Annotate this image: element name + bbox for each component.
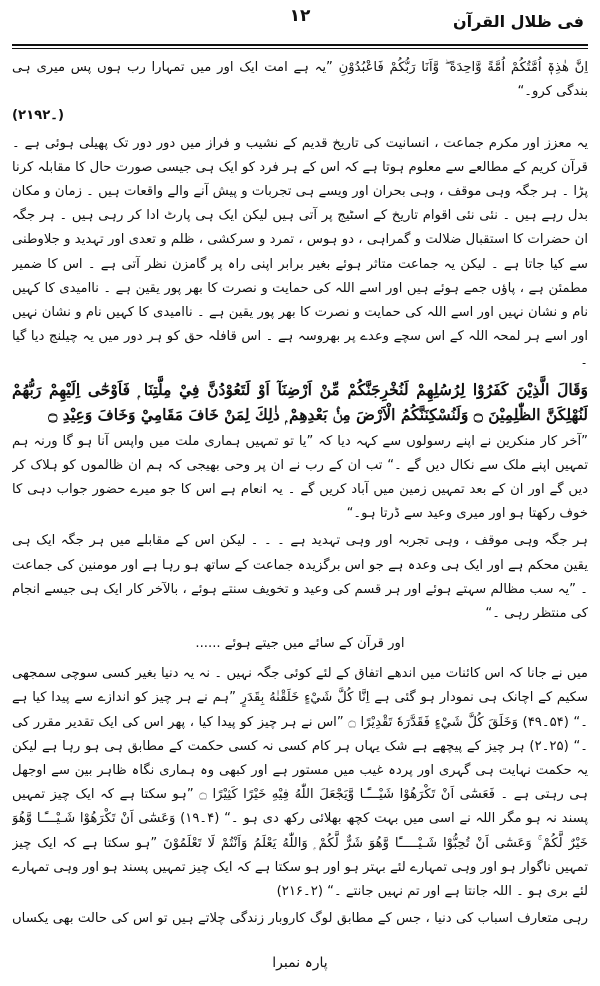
header-rule-thick — [12, 44, 588, 46]
paragraph-commentary-3: میں نے جانا کہ اس کائنات میں اندھے اتفاق کے لئے کوئی جگہ نہیں ۔ نہ یہ دنیا بغیر کسی سوچی سمجھی سکیم کے اچانک ہی نمودار ہو گئی ہے اِنَّا كُلَّ شَيْءٍ خَلَقْنٰهُ بِقَدَرٍ ”ہم نے ہر چیز کو اندازے سے پیدا کیا ہے ۔“ (۵۴۔۴۹) وَخَلَقَ كُلَّ شَيْءٍ فَقَدَّرَهٗ تَقْدِيْرًا ۝ ”اس نے ہر چیز کو پیدا کیا ، پھر اس کی ایک تقدیر مقرر کی ۔“ (۲۵۔۲) ہر چیز کے پیچھے ہے شک یہاں ہر کام کسی نہ کسی حکمت کے مطابق ہی ہو رہا ہے لیکن یہ حکمت نہایت ہی گہری اور پردہ غیب میں مستور ہے اور کبھی وہ ہماری نگاہ ظاہر بین سے اوجھل ہی رہتی ہے ۔ فَعَسٰٓى اَنْ تَكْرَهُوْا شَيْـــًٔـا وَّيَجْعَلَ اللّٰهُ فِيْهِ خَيْرًا كَثِيْرًا ۝ ”ہو سکتا ہے کہ ایک چیز تمہیں پسند نہ ہو مگر اللہ نے اسی میں بہت کچھ بھلائی رکھ دی ہو ۔“ (۴۔۱۹) وَعَسٰٓى اَنْ تَكْرَهُوْا شَـيْـــًٔـا وَّھُوَ خَيْرٌ لَّكُمْ ۚ وَعَسٰٓى اَنْ تُحِبُّوْا شَـيْـــــًٔا وَّھُوَ شَرٌّ لَّكُمْ ۭ وَاللّٰهُ يَعْلَمُ وَاَنْتُمْ لَا تَعْلَمُوْنَ ”ہو سکتا ہے کہ ایک چیز تمہیں ناگوار ہو اور وہی تمہارے لئے بہتر ہو اور ہو سکتا ہے کہ ایک چیز تمہیں پسند ہو اور وہی تمہارے لئے بری ہو ۔ اللہ جانتا ہے اور تم نہیں جانتے ۔“ (۲۔۲۱۶) — [12, 666, 588, 900]
running-title: فی ظلال القرآن — [452, 12, 584, 31]
verse-arabic: وَقَالَ الَّذِيْنَ كَفَرُوْا لِرُسُلِهِمْ لَنُخْرِجَنَّكُمْ مِّنْ اَرْضِنَآ اَوْ لَتَعُوْدُنَّ فِيْ مِلَّتِنَا ۭ فَاَوْحٰٓى اِلَيْهِمْ رَبُّهُمْ لَنُهْلِكَنَّ الظّٰلِمِيْنَ ۝ وَلَنُسْكِنَنَّكُمُ الْاَرْضَ مِنْۢ بَعْدِهِمْ ۭ ذٰلِكَ لِمَنْ خَافَ مَقَامِيْ وَخَافَ وَعِيْدِ ۝ — [12, 379, 588, 424]
page-header — [12, 0, 588, 52]
page-footer: پارہ نمبرا — [272, 955, 328, 971]
verse-reference: (۲۱۔۹۲) — [12, 108, 65, 124]
paragraph-verse-intro — [12, 56, 588, 129]
paragraph-commentary-2: ہر جگہ وہی موقف ، وہی تجربہ اور وہی تہدید ہے ۔ ۔ ۔ لیکن اس کے مقابلے میں ہر جگہ ایک ہی یقین محکم ہے اور ایک ہی وعدہ ہے جو اس برگزیدہ جماعت کے ساتھ ہو رہا ہے اور مومنین کی جماعت ۔ ”یہ سب مظالم سہتے ہوئے اور ہر قسم کی وعید و تخویف سنتے ہوئے ، بالآخر کار ایک ہی جیسے انجام کی منتظر رہی ۔“ — [12, 533, 588, 622]
page-body — [12, 56, 588, 932]
page-number: ۱۲ — [289, 6, 311, 26]
paragraph-commentary-1: یہ معزز اور مکرم جماعت ، انسانیت کی تاریخ قدیم کے نشیب و فراز میں دور دور تک پھیلی ہوئی ہے ۔ قرآن کریم کے مطالعے سے معلوم ہوتا ہے کہ اس کے ہر فرد کو ایک ہی جیسی صورت حال کا مقابلہ کرنا پڑا ۔ ہر جگہ وہی موقف ، وہی بحران اور ویسے ہی تجربات و پیش آنے والے واقعات ہیں ۔ زمان و مکان بدل رہے ہیں ۔ نئی نئی اقوام تاریخ کے اسٹیج پر آتی ہیں لیکن ایک ہی پارٹ ادا کر رہی ہیں ۔ ہر جگہ ان حضرات کا استقبال ضلالت و گمراہی ، دو ہوس ، تمرد و سرکشی ، ظلم و تعدی اور تہدید و جلاوطنی سے کیا جاتا ہے ۔ لیکن یہ جماعت متاثر ہوئے بغیر برابر اپنی راہ پر گامزن نظر آتی ہے ۔ اس کا ضمیر مطمئن ہے ، پاؤں جمے ہوئے ہیں اور اسے اللہ کی حمایت و نصرت کا بھر پور یقین ہے ۔ ناامیدی کا کہیں نام و نشان نہیں اور اسے اللہ کی حمایت و نصرت کا بھر پور یقین ہے ۔ ناامیدی کا کہیں نام و نشان نہیں اور اسے ہر لمحہ اللہ کے اس سچے وعدے پر بھروسہ ہے ۔ اس قافلہ حق کو ہر دور میں یہ چیلنج دیا گیا ۔ — [12, 135, 588, 369]
paragraph-commentary-4: رہی متعارف اسباب کی دنیا ، جس کے مطابق لوگ کاروبار زندگی چلاتے ہیں تو اس کی حالت بھی یکساں — [12, 911, 588, 927]
header-rule-thin — [12, 48, 588, 49]
paragraph-translation: ”آخر کار منکرین نے اپنے رسولوں سے کہہ دیا کہ ”یا تو تمہیں ہماری ملت میں واپس آنا ہو گا ورنہ ہم تمہیں اپنے ملک سے نکال دیں گے ۔“ تب ان کے رب نے ان پر وحی بھیجی کہ ہم ان ظالموں کو ہلاک کر دیں گے اور ان کے بعد تمہیں زمین میں آباد کریں گے ۔ یہ انعام ہے اس کا جو میرے حضور جواب دہی کا خوف رکھتا ہو اور میری وعید سے ڈرتا ہو۔“ — [12, 433, 588, 522]
verse-with-translation: اِنَّ هٰذِهٖٓ اُمَّتُكُمْ اُمَّةً وَّاحِدَةً ۖ وَّاَنَا رَبُّكُمْ فَاعْبُدُوْنِ ”یہ ہے امت ایک اور میں تمہارا رب ہوں پس میری ہی بندگی کرو۔“ — [12, 60, 588, 100]
section-heading: اور قرآن کے سائے میں جیتے ہوئے ...... — [195, 636, 405, 652]
